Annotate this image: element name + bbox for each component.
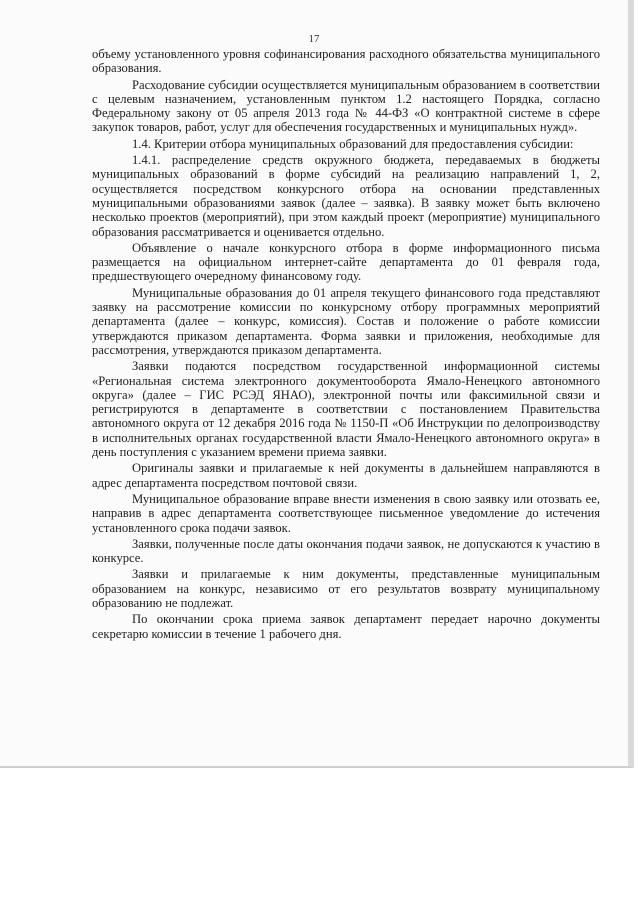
paragraph-no-return: Заявки и прилагаемые к ним документы, представленные муниципальным образованием на конкурс, независимо от его результатов возврату муниципальному образованию не подлежат. [92, 567, 600, 610]
paragraph-changes: Муниципальное образование вправе внести изменения в свою заявку или отозвать ее, направив в адрес департамента соответствующее письменное уведомление до истечения установленного срока подачи заявок. [92, 491, 600, 535]
paragraph-selection-criteria: 1.4. Критерии отбора муниципальных образований для предоставления субсидии: [132, 136, 574, 151]
page-number: 17 [308, 33, 320, 45]
paragraph-submission-method: Заявки подаются посредством государственной информационной системы «Региональная система электронного документооборота Ямало-Ненецкого автономного округа» (далее – ГИС РСЭД ЯНАО), электронной почты или факсимильной связи и регистрируются в департаменте в соответствии с постановлением Правительства автономного округа от 12 декабря 2016 года № 1150-П «Об Инструкции по делопроизводству в исполнительных органах государственной власти Ямало-Ненецкого автономного округа» в день поступления с указанием времени приема заявки. [92, 359, 600, 460]
paragraph-continuation: объему установленного уровня софинансирования расходного обязательства муниципального образования. [92, 47, 600, 76]
paragraph-originals: Оригиналы заявки и прилагаемые к ней документы в дальнейшем направляются в адрес департамента посредством почтовой связи. [92, 461, 600, 490]
paragraph-late-applications: Заявки, полученные после даты окончания подачи заявок, не допускаются к участию в конкурсе. [92, 536, 600, 566]
paragraph-1-4-1: 1.4.1. распределение средств окружного бюджета, передаваемых в бюджеты муниципальных образований в форме субсидий на реализацию направлений 1, 2, осуществляется посредством конкурсного отбора на основании представленных муниципальными образованиями заявок (далее – заявка). В заявку может быть включено несколько проектов (мероприятий), при этом каждый проект (мероприятие) муниципального образования рассматривается и оценивается отдельно. [92, 153, 600, 239]
paragraph-subsidy-spending: Расходование субсидии осуществляется муниципальным образованием в соответствии с целевым назначением, установленным пунктом 1.2 настоящего Порядка, согласно Федеральному закону от 05 апреля 2013 года № 44-ФЗ «О контрактной системе в сфере закупок товаров, работ, услуг для обеспечения государственных и муниципальных нужд». [92, 77, 600, 135]
paragraph-application-deadline: Муниципальные образования до 01 апреля текущего финансового года представляют заявку на рассмотрение комиссии по конкурсному отбору программных мероприятий департамента (далее – конкурс, комиссия). Состав и положение о работе комиссии утверждаются приказом департамента. Форма заявки и приложения, необходимые для рассмотрения, утверждаются приказом департамента. [92, 285, 600, 357]
paragraph-announcement: Объявление о начале конкурсного отбора в форме информационного письма размещается на официальном интернет-сайте департамента до 01 февраля года, предшествующего очередному финансовому году. [92, 240, 600, 284]
document-body [92, 47, 600, 643]
paragraph-transfer: По окончании срока приема заявок департамент передает нарочно документы секретарю комиссии в течение 1 рабочего дня. [92, 612, 600, 641]
